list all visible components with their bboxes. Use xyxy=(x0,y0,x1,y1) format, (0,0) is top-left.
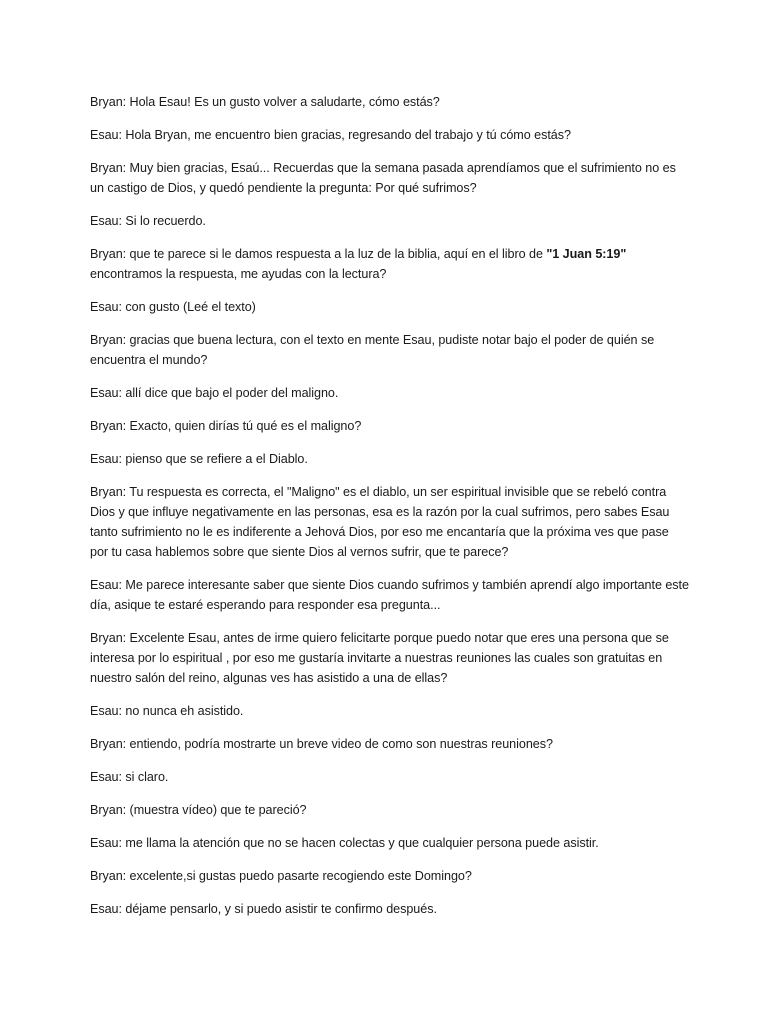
dialogue-line: Bryan: gracias que buena lectura, con el texto en mente Esau, pudiste notar bajo el poder de quién se encuentra el mundo? xyxy=(90,333,655,367)
dialogue-line: Esau: pienso que se refiere a el Diablo. xyxy=(90,452,308,466)
dialogue-line: Bryan: (muestra vídeo) que te pareció? xyxy=(90,803,307,817)
dialogue-line: Esau: allí dice que bajo el poder del maligno. xyxy=(90,386,339,400)
dialogue-line: Bryan: Hola Esau! Es un gusto volver a saludarte, cómo estás? xyxy=(90,95,440,109)
dialogue-line: Bryan: Muy bien gracias, Esaú... Recuerdas que la semana pasada aprendíamos que el sufrimiento no es un castigo de Dios, y quedó pendiente la pregunta: Por qué sufrimos? xyxy=(90,161,676,195)
dialogue-line: Esau: si claro. xyxy=(90,770,169,784)
dialogue-line: Esau: Si lo recuerdo. xyxy=(90,214,206,228)
dialogue-line: Esau: déjame pensarlo, y si puedo asistir te confirmo después. xyxy=(90,902,437,916)
dialogue-line: Bryan: entiendo, podría mostrarte un breve video de como son nuestras reuniones? xyxy=(90,737,553,751)
dialogue-line: Bryan: excelente,si gustas puedo pasarte recogiendo este Domingo? xyxy=(90,869,472,883)
scripture-reference: "1 Juan 5:19" xyxy=(546,247,627,261)
dialogue-line: Bryan: Tu respuesta es correcta, el "Maligno" es el diablo, un ser espiritual invisible que se rebeló contra Dios y que influye negativamente en las personas, esa es la razón por la cual sufrimos, pero sabes Esau tanto sufrimiento no le es indiferente a Jehová Dios, por eso me encantaría que la próxima ves que pase por tu casa hablemos sobre que siente Dios al vernos sufrir, que te parece? xyxy=(90,485,670,559)
dialogue-line: Esau: no nunca eh asistido. xyxy=(90,704,244,718)
dialogue-line: Esau: Me parece interesante saber que siente Dios cuando sufrimos y también aprendí algo importante este día, asique te estaré esperando para responder esa pregunta... xyxy=(90,578,689,612)
dialogue-text: encontramos la respuesta, me ayudas con la lectura? xyxy=(90,267,387,281)
dialogue-line: Esau: Hola Bryan, me encuentro bien gracias, regresando del trabajo y tú cómo estás? xyxy=(90,128,571,142)
dialogue-line: Esau: con gusto (Leé el texto) xyxy=(90,300,256,314)
dialogue-line-with-reference xyxy=(90,244,678,284)
dialogue-line: Bryan: Excelente Esau, antes de irme quiero felicitarte porque puedo notar que eres una persona que se interesa por lo espiritual , por eso me gustaría invitarte a nuestras reuniones las cuales son gratuitas en nuestro salón del reino, algunas ves has asistido a una de ellas? xyxy=(90,631,669,685)
document-page xyxy=(90,92,690,932)
dialogue-text: Bryan: que te parece si le damos respuesta a la luz de la biblia, aquí en el libro de xyxy=(90,247,547,261)
dialogue-line: Esau: me llama la atención que no se hacen colectas y que cualquier persona puede asistir. xyxy=(90,836,599,850)
dialogue-line: Bryan: Exacto, quien dirías tú qué es el maligno? xyxy=(90,419,362,433)
